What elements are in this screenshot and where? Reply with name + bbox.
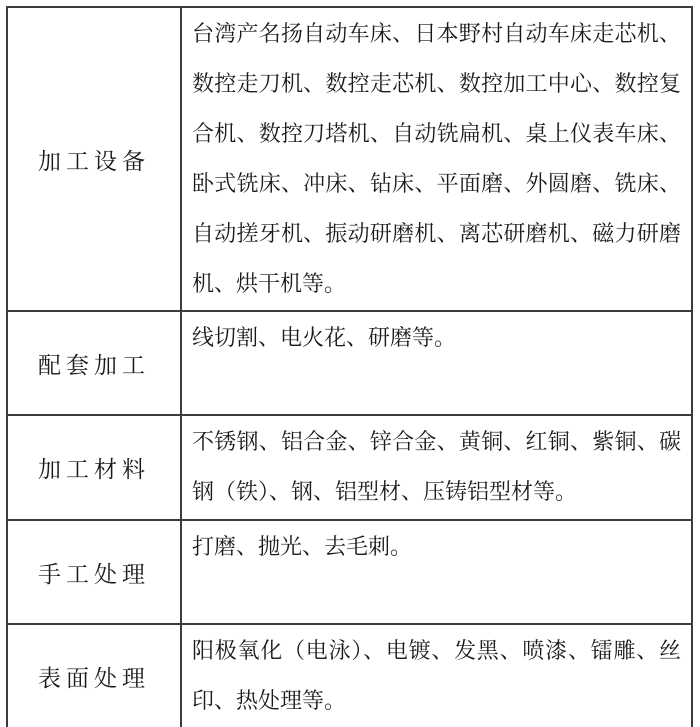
row-content: 线切割、电火花、研磨等。 [181, 311, 692, 415]
table-row-supporting-processing [7, 311, 692, 415]
spec-table [6, 6, 693, 727]
row-label: 加工材料 [7, 415, 181, 520]
table-row-processing-equipment [7, 7, 692, 311]
row-label: 表面处理 [7, 624, 181, 727]
row-label: 配套加工 [7, 311, 181, 415]
row-content: 不锈钢、铝合金、锌合金、黄铜、红铜、紫铜、碳钢（铁）、钢、铝型材、压铸铝型材等。 [181, 415, 692, 520]
row-content: 打磨、抛光、去毛刺。 [181, 520, 692, 624]
row-label: 手工处理 [7, 520, 181, 624]
table-row-manual-processing [7, 520, 692, 624]
table-row-processing-materials [7, 415, 692, 520]
row-content: 阳极氧化（电泳）、电镀、发黑、喷漆、镭雕、丝印、热处理等。 [181, 624, 692, 727]
row-content: 台湾产名扬自动车床、日本野村自动车床走芯机、数控走刀机、数控走芯机、数控加工中心、数控复合机、数控刀塔机、自动铣扁机、桌上仪表车床、卧式铣床、冲床、钻床、平面磨、外圆磨、铣床、自动搓牙机、振动研磨机、离芯研磨机、磁力研磨机、烘干机等。 [181, 7, 692, 311]
row-label: 加工设备 [7, 7, 181, 311]
table-row-surface-treatment [7, 624, 692, 727]
